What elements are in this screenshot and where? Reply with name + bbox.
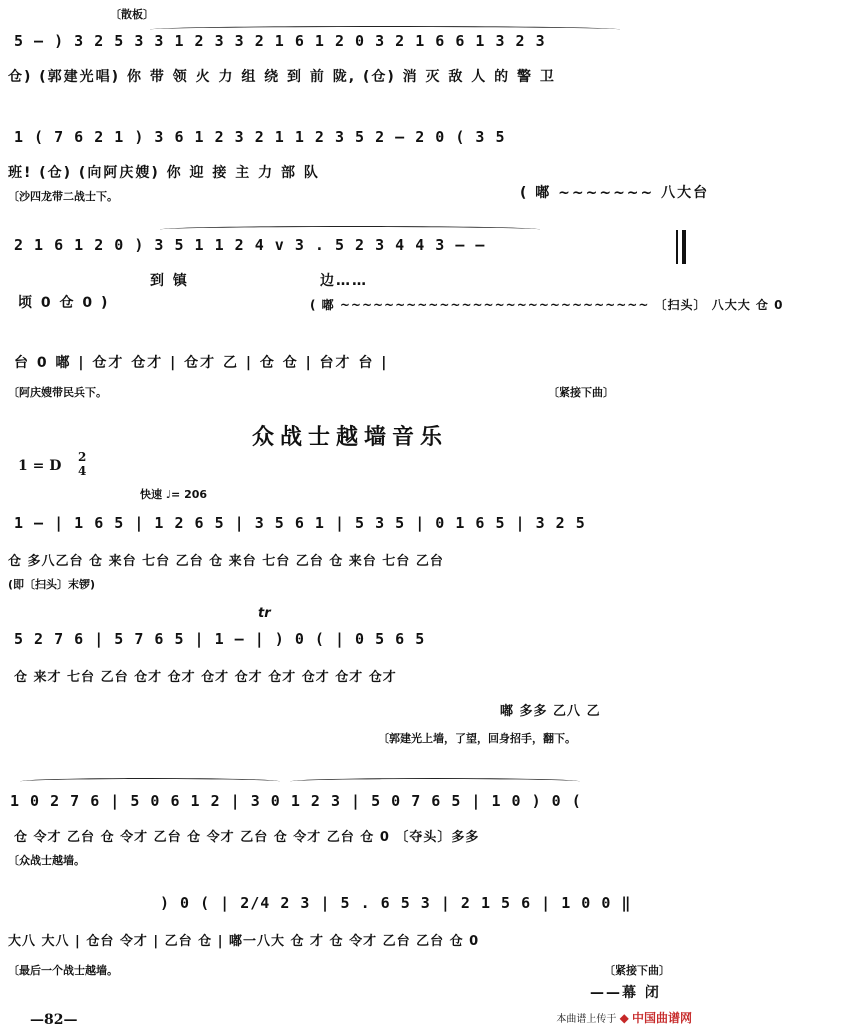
stage-direction-8-right: 〔紧接下曲〕 (604, 964, 670, 977)
time-signature-numerator: 2 (78, 450, 87, 464)
tempo-marking: 快速 ♩= 206 (140, 488, 208, 501)
site-watermark (556, 1009, 692, 1026)
stage-direction-4: 〔阿庆嫂带民兵下。 (8, 386, 107, 399)
stage-direction-7: 〔众战士越墙。 (8, 854, 85, 867)
piece-title: 众战士越墙音乐 (251, 424, 448, 450)
stage-direction-4-right: 〔紧接下曲〕 (548, 386, 614, 399)
percussion-line-2: ( 嘟 ~~~~~~~ 八大台 (520, 185, 710, 201)
lyrics-line-1: 仓) (郭建光唱) 你 带 领 火 力 组 绕 到 前 陇, (仓) 消 灭 敌 人 的 警 卫 (8, 69, 556, 85)
lyrics-line-2: 班! (仓) (向阿庆嫂) 你 迎 接 主 力 部 队 (8, 165, 320, 181)
percussion-line-6b: 嘟 多多 乙八 乙 (500, 704, 601, 719)
key-signature: 1 = D (18, 458, 62, 474)
percussion-line-3a: 顷 0 仓 0 ) (18, 295, 110, 311)
notation-line-2: 1 ( 7 6 2 1 ) 3 6 1 2 3 2 1 1 2 3 5 2 – 2 0 ( 3 5 (14, 128, 506, 146)
final-barline-thick (682, 230, 686, 264)
stage-direction-6: 〔郭建光上墙，了望，回身招手，翻下。 (378, 732, 576, 745)
percussion-line-7: 仓 令才 乙台 仓 令才 乙台 仓 令才 乙台 仓 令才 乙台 仓 0 〔夺头〕多多 (14, 830, 480, 845)
phrase-slur (290, 778, 580, 785)
stage-direction-2: 〔沙四龙带二战士下。 (8, 190, 118, 203)
site-logo-icon: ◆ (619, 1011, 629, 1025)
lyrics-line-3b: 边…… (320, 273, 368, 289)
notation-line-1: 5 – ) 3 2 5 3 3 1 2 3 3 2 1 6 1 2 0 3 2 1 6 6 1 3 2 3 (14, 32, 546, 50)
percussion-line-3b: ( 嘟 ~~~~~~~~~~~~~~~~~~~~~~~~~~~~ 〔扫头〕 八大大 仓 0 (310, 298, 784, 312)
stage-direction-5: (即〔扫头〕末锣) (8, 578, 96, 591)
tempo-mark: 〔散板〕 (110, 8, 154, 21)
percussion-line-4: 台 0 嘟 | 仓才 仓才 | 仓才 乙 | 仓 仓 | 台才 台 | (14, 355, 389, 371)
time-signature-denominator: 4 (78, 464, 87, 478)
percussion-line-5: 仓 多八乙台 仓 来台 七台 乙台 仓 来台 七台 乙台 仓 来台 七台 乙台 (8, 554, 444, 569)
curtain-close: ——幕 闭 (590, 985, 661, 1001)
notation-line-6: 5 2 7 6 | 5 7 6 5 | 1 – | ) 0 ( | 0 5 6 5 (14, 630, 426, 648)
notation-line-8: ) 0 ( | 2/4 2 3 | 5 . 6 5 3 | 2 1 5 6 | 1 0 0 ‖ (160, 894, 632, 912)
upload-note: 本曲谱上传于 (556, 1014, 617, 1025)
lyrics-line-3a: 到 镇 (150, 273, 189, 289)
notation-line-5: 1 – | 1 6 5 | 1 2 6 5 | 3 5 6 1 | 5 3 5 | 0 1 6 5 | 3 2 5 (14, 514, 586, 532)
trill-ornament: tr (258, 606, 271, 621)
percussion-line-8: 大八 大八 | 仓台 令才 | 乙台 仓 | 嘟一八大 仓 才 仓 令才 乙台 乙台 仓 0 (8, 934, 480, 949)
notation-line-3: 2 1 6 1 2 0 ) 3 5 1 1 2 4 v 3 . 5 2 3 4 4 3 – – (14, 236, 486, 254)
phrase-slur (160, 226, 540, 233)
percussion-line-6: 仓 来才 七台 乙台 仓才 仓才 仓才 仓才 仓才 仓才 仓才 仓才 (14, 670, 397, 685)
stage-direction-8: 〔最后一个战士越墙。 (8, 964, 118, 977)
phrase-slur (20, 778, 280, 785)
final-barline (676, 230, 678, 264)
site-name: 中国曲谱网 (631, 1011, 692, 1025)
notation-line-7: 1 0 2 7 6 | 5 0 6 1 2 | 3 0 1 2 3 | 5 0 7 6 5 | 1 0 ) 0 ( (10, 792, 582, 810)
page-number: —82— (30, 1012, 78, 1028)
